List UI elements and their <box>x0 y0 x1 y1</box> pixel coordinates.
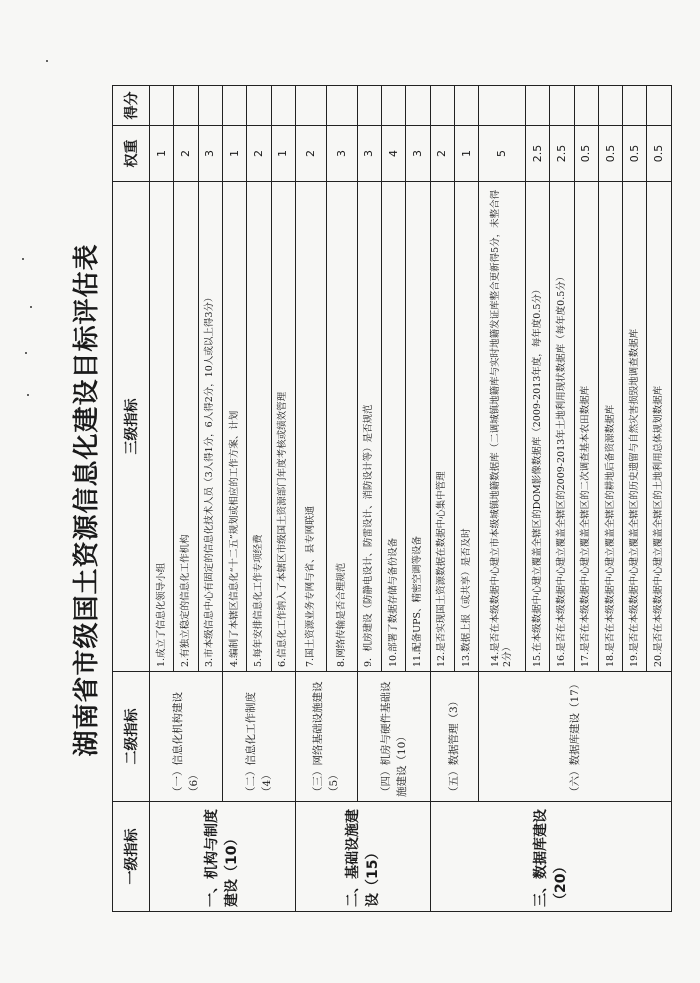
weight-value: 2 <box>247 126 271 182</box>
level2-indicator: （一）信息化机构建设（6） <box>150 672 223 802</box>
weight-value: 2 <box>174 126 198 182</box>
level3-indicator: 19.是否在本级数据中心建立覆盖全辖区的历史遗留与自然灾害损毁地调查数据库 <box>623 182 647 672</box>
score-cell[interactable] <box>150 86 174 126</box>
weight-value: 3 <box>198 126 222 182</box>
level3-indicator: 7.国土资源业务专网与省、县专网联通 <box>295 182 326 672</box>
weight-value: 3 <box>357 126 381 182</box>
weight-value: 2.5 <box>525 126 549 182</box>
table-header-row <box>113 86 150 912</box>
level3-indicator: 6.信息化工作纳入了本辖区市级国土资源部门年度考核或绩效管理 <box>271 182 295 672</box>
score-cell[interactable] <box>479 86 526 126</box>
weight-value: 0.5 <box>574 126 598 182</box>
score-cell[interactable] <box>430 86 454 126</box>
score-cell[interactable] <box>598 86 622 126</box>
score-cell[interactable] <box>271 86 295 126</box>
level3-indicator: 16.是否在本级数据中心建立覆盖全辖区的2009-2013年土地利用现状数据库（每年度0.5分） <box>550 182 574 672</box>
level3-indicator: 20.是否在本级数据中心建立覆盖全辖区的土地利用总体规划数据库 <box>647 182 672 672</box>
score-cell[interactable] <box>247 86 271 126</box>
level3-indicator: 4.编制了本辖区信息化“十二五”规划或相应的工作方案、计划 <box>222 182 246 672</box>
score-cell[interactable] <box>647 86 672 126</box>
score-cell[interactable] <box>198 86 222 126</box>
level3-indicator: 14.是否在本级数据中心建立市本级城镇地籍数据库（二调城镇地籍库与实时地籍发证库整合更新得5分，未整合得2分） <box>479 182 526 672</box>
header-level3: 三级指标 <box>113 182 150 672</box>
score-cell[interactable] <box>623 86 647 126</box>
score-cell[interactable] <box>326 86 357 126</box>
weight-value: 0.5 <box>598 126 622 182</box>
level3-indicator: 15.在本级数据中心建立覆盖全辖区的DOM影像数据库（2009-2013年度，每年度0.5分） <box>525 182 549 672</box>
weight-value: 2.5 <box>550 126 574 182</box>
scan-speck <box>25 352 27 354</box>
level3-indicator: 12.是否实现国土资源数据在数据中心集中管理 <box>430 182 454 672</box>
header-score: 得分 <box>113 86 150 126</box>
weight-value: 4 <box>381 126 405 182</box>
weight-value: 3 <box>326 126 357 182</box>
table-row <box>430 86 454 912</box>
document-title: 湖南省市级国土资源信息化建设目标评估表 <box>72 243 102 757</box>
table-row <box>357 86 381 912</box>
level2-indicator: （五）数据管理（3） <box>430 672 479 802</box>
level3-indicator: 11.配备UPS、精密空调等设备 <box>406 182 430 672</box>
level2-indicator: （三）网络基础设施建设（5） <box>295 672 357 802</box>
scan-speck <box>46 60 48 62</box>
header-level1: 一级指标 <box>113 802 150 912</box>
level1-indicator: 二、基础设施建设（15） <box>295 802 430 912</box>
weight-value: 5 <box>479 126 526 182</box>
level3-indicator: 13.数据上报（或共享）是否及时 <box>454 182 478 672</box>
score-cell[interactable] <box>550 86 574 126</box>
level1-indicator: 三、数据库建设（20） <box>430 802 671 912</box>
level2-indicator: （四）机房与硬件基础设施建设（10） <box>357 672 430 802</box>
level2-indicator: （六）数据库建设（17） <box>479 672 672 802</box>
score-cell[interactable] <box>525 86 549 126</box>
table-row <box>150 86 174 912</box>
weight-value: 1 <box>271 126 295 182</box>
level3-indicator: 1.成立了信息化领导小组 <box>150 182 174 672</box>
header-level2: 二级指标 <box>113 672 150 802</box>
level3-indicator: 3.市本级信息中心有固定的信息化技术人员（3人得1分，6人得2分，10人或以上得3分） <box>198 182 222 672</box>
score-cell[interactable] <box>454 86 478 126</box>
evaluation-table <box>112 85 672 912</box>
table-row <box>295 86 326 912</box>
score-cell[interactable] <box>574 86 598 126</box>
score-cell[interactable] <box>381 86 405 126</box>
weight-value: 1 <box>150 126 174 182</box>
weight-value: 2 <box>430 126 454 182</box>
level3-indicator: 5.每年安排信息化工作专项经费 <box>247 182 271 672</box>
weight-value: 2 <box>295 126 326 182</box>
level1-indicator: 一、机构与制度建设（10） <box>150 802 296 912</box>
table-row <box>479 86 526 912</box>
score-cell[interactable] <box>222 86 246 126</box>
weight-value: 1 <box>222 126 246 182</box>
table-row <box>222 86 246 912</box>
weight-value: 1 <box>454 126 478 182</box>
weight-value: 0.5 <box>647 126 672 182</box>
table-body <box>150 86 672 912</box>
scan-speck <box>22 258 24 260</box>
weight-value: 0.5 <box>623 126 647 182</box>
level3-indicator: 2.有独立稳定的信息化工作机构 <box>174 182 198 672</box>
score-cell[interactable] <box>174 86 198 126</box>
level3-indicator: 10.部署了数据存储与备份设备 <box>381 182 405 672</box>
score-cell[interactable] <box>295 86 326 126</box>
header-weight: 权重 <box>113 126 150 182</box>
score-cell[interactable] <box>357 86 381 126</box>
level2-indicator: （二）信息化工作制度（4） <box>222 672 295 802</box>
level3-indicator: 8.网络传输是否合理规范 <box>326 182 357 672</box>
level3-indicator: 18.是否在本级数据中心建立覆盖全辖区的耕地后备资源数据库 <box>598 182 622 672</box>
weight-value: 3 <box>406 126 430 182</box>
level3-indicator: 9．机房建设（防静电设计、防雷设计、消防设计等）是否规范 <box>357 182 381 672</box>
rotated-document-page <box>28 70 678 930</box>
score-cell[interactable] <box>406 86 430 126</box>
level3-indicator: 17.是否在本级数据中心建立覆盖全辖区的二次调查基本农田数据库 <box>574 182 598 672</box>
